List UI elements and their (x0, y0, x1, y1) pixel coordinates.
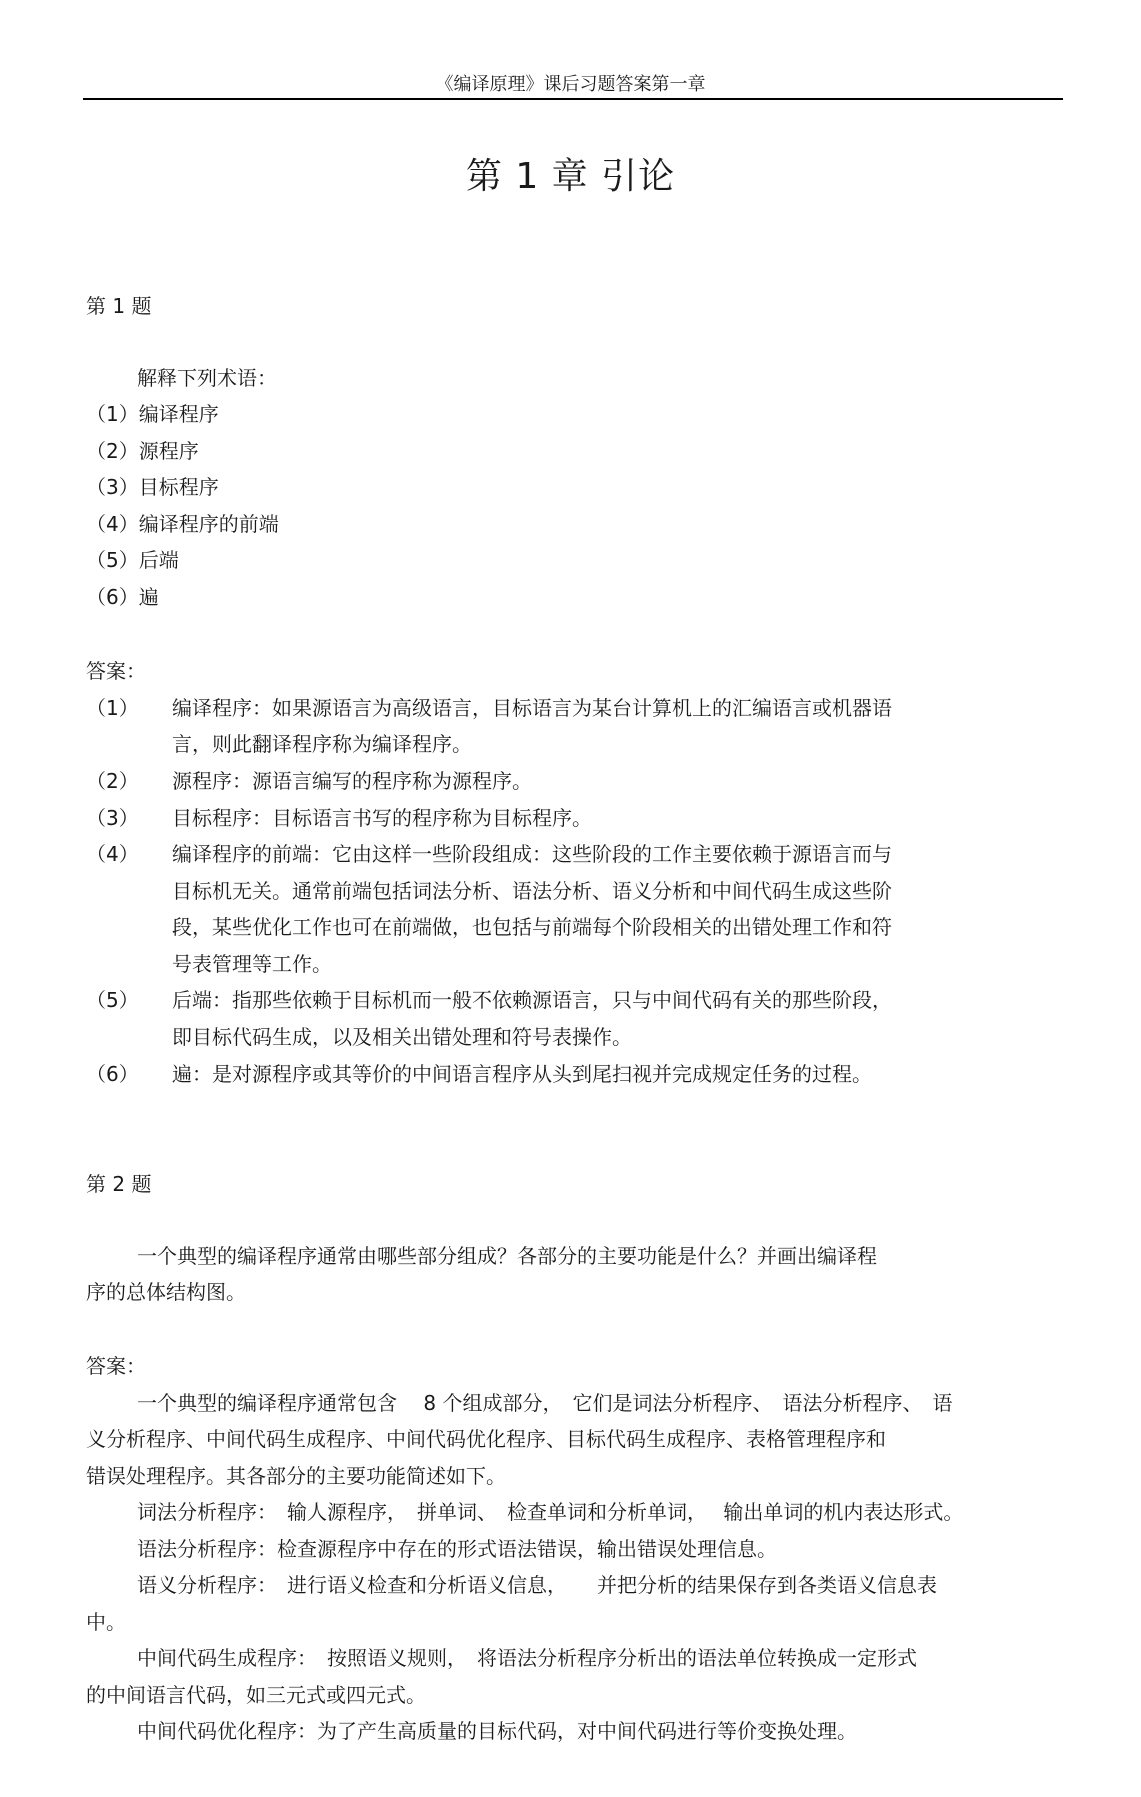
q1-answer-line: 编译程序的前端：它由这样一些阶段组成：这些阶段的工作主要依赖于源语言而与 (172, 842, 892, 866)
q2-answer-line: 一个典型的编译程序通常包含 8 个组成部分， 它们是词法分析程序、 语法分析程序、 语 (137, 1391, 953, 1415)
q1-answer-number: （3） (86, 806, 139, 830)
q1-answer-number: （1） (86, 696, 139, 720)
q1-answer-line: 目标机无关。通常前端包括词法分析、语法分析、语义分析和中间代码生成这些阶 (172, 879, 892, 903)
q1-answer-line: 目标程序：目标语言书写的程序称为目标程序。 (172, 806, 592, 830)
q2-answer-line: 词法分析程序： 输人源程序， 拼单词、 检查单词和分析单词， 输出单词的机内表达形式。 (137, 1500, 964, 1524)
q1-item: （2）源程序 (86, 439, 199, 463)
q2-answer-line: 的中间语言代码，如三元式或四元式。 (86, 1683, 426, 1707)
q1-answer-line: 即目标代码生成，以及相关出错处理和符号表操作。 (172, 1025, 632, 1049)
q1-answer-line: 编译程序：如果源语言为高级语言，目标语言为某台计算机上的汇编语言或机器语 (172, 696, 892, 720)
q1-item: （5）后端 (86, 548, 179, 572)
q1-answer-label: 答案： (86, 659, 146, 683)
q1-item: （6）遍 (86, 585, 159, 609)
q1-answer-line: 后端：指那些依赖于目标机而一般不依赖源语言，只与中间代码有关的那些阶段， (172, 988, 892, 1012)
q1-item: （4）编译程序的前端 (86, 512, 279, 536)
q2-question-line: 一个典型的编译程序通常由哪些部分组成？各部分的主要功能是什么？并画出编译程 (137, 1244, 877, 1268)
q2-heading: 第 2 题 (86, 1172, 152, 1196)
q2-answer-line: 中间代码优化程序：为了产生高质量的目标代码，对中间代码进行等价变换处理。 (137, 1719, 857, 1743)
q2-question-line: 序的总体结构图。 (86, 1280, 246, 1304)
q1-answer-number: （6） (86, 1062, 139, 1086)
q1-answer-line: 言，则此翻译程序称为编译程序。 (172, 732, 472, 756)
q2-answer-line: 错误处理程序。其各部分的主要功能简述如下。 (86, 1464, 506, 1488)
page-header-title: 《编译原理》课后习题答案第一章 (435, 74, 706, 95)
q2-answer-line: 中间代码生成程序： 按照语义规则， 将语法分析程序分析出的语法单位转换成一定形式 (137, 1646, 917, 1670)
q1-item: （1）编译程序 (86, 402, 219, 426)
q1-answer-line: 遍：是对源程序或其等价的中间语言程序从头到尾扫视并完成规定任务的过程。 (172, 1062, 872, 1086)
q2-answer-line: 语法分析程序：检查源程序中存在的形式语法错误，输出错误处理信息。 (137, 1537, 777, 1561)
q1-answer-line: 号表管理等工作。 (172, 952, 332, 976)
q1-prompt: 解释下列术语： (137, 366, 277, 390)
chapter-title: 第 1 章 引论 (465, 156, 676, 197)
q1-answer-number: （5） (86, 988, 139, 1012)
header-rule (83, 98, 1063, 100)
q2-answer-line: 义分析程序、中间代码生成程序、中间代码优化程序、目标代码生成程序、表格管理程序和 (86, 1427, 886, 1451)
q1-heading: 第 1 题 (86, 294, 152, 318)
q2-answer-label: 答案： (86, 1354, 146, 1378)
q1-item: （3）目标程序 (86, 475, 219, 499)
q1-answer-line: 段，某些优化工作也可在前端做，也包括与前端每个阶段相关的出错处理工作和符 (172, 915, 892, 939)
q2-answer-line: 中。 (86, 1610, 126, 1634)
q2-answer-line: 语义分析程序： 进行语义检查和分析语义信息， 并把分析的结果保存到各类语义信息表 (137, 1573, 937, 1597)
q1-answer-number: （4） (86, 842, 139, 866)
q1-answer-line: 源程序：源语言编写的程序称为源程序。 (172, 769, 532, 793)
q1-answer-number: （2） (86, 769, 139, 793)
